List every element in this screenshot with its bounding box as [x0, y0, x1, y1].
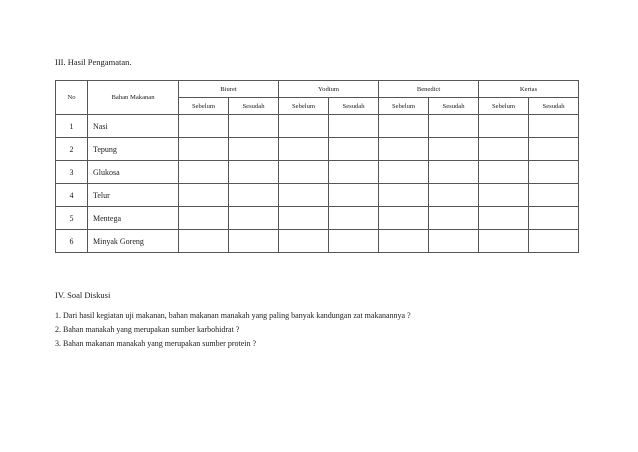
- empty-cell: [379, 138, 429, 161]
- header-after: Sesudah: [429, 98, 479, 115]
- table-row: [56, 161, 579, 184]
- empty-cell: [429, 115, 479, 138]
- empty-cell: [179, 230, 229, 253]
- empty-cell: [479, 138, 529, 161]
- empty-cell: [529, 115, 579, 138]
- header-food: Bahan Makanan: [88, 81, 179, 115]
- question-item: 2. Bahan manakah yang merupakan sumber karbohidrat ?: [55, 325, 240, 334]
- empty-cell: [329, 230, 379, 253]
- row-number: 4: [56, 184, 88, 207]
- food-name: Minyak Goreng: [88, 230, 179, 253]
- empty-cell: [429, 207, 479, 230]
- empty-cell: [179, 161, 229, 184]
- header-test-benedict: Benedict: [379, 81, 479, 98]
- empty-cell: [279, 207, 329, 230]
- question-item: 3. Bahan makanan manakah yang merupakan sumber protein ?: [55, 339, 257, 348]
- food-name: Mentega: [88, 207, 179, 230]
- table-row: [56, 184, 579, 207]
- empty-cell: [329, 184, 379, 207]
- row-number: 6: [56, 230, 88, 253]
- empty-cell: [279, 138, 329, 161]
- question-item: 1. Dari hasil kegiatan uji makanan, bahan makanan manakah yang paling banyak kandungan zat makanannya ?: [55, 311, 411, 320]
- empty-cell: [479, 230, 529, 253]
- empty-cell: [379, 161, 429, 184]
- empty-cell: [479, 184, 529, 207]
- empty-cell: [479, 207, 529, 230]
- table-row: [56, 207, 579, 230]
- table-row: [56, 138, 579, 161]
- empty-cell: [379, 115, 429, 138]
- observation-table: [55, 80, 579, 253]
- empty-cell: [229, 230, 279, 253]
- empty-cell: [329, 138, 379, 161]
- section-title-discussion: IV. Soal Diskusi: [55, 290, 111, 300]
- header-before: Sebelum: [479, 98, 529, 115]
- empty-cell: [529, 230, 579, 253]
- food-name: Telur: [88, 184, 179, 207]
- empty-cell: [279, 115, 329, 138]
- empty-cell: [229, 115, 279, 138]
- food-name: Glukosa: [88, 161, 179, 184]
- empty-cell: [279, 161, 329, 184]
- header-after: Sesudah: [529, 98, 579, 115]
- table-row: [56, 115, 579, 138]
- empty-cell: [179, 138, 229, 161]
- row-number: 2: [56, 138, 88, 161]
- empty-cell: [379, 184, 429, 207]
- empty-cell: [229, 161, 279, 184]
- empty-cell: [479, 161, 529, 184]
- empty-cell: [429, 230, 479, 253]
- header-after: Sesudah: [329, 98, 379, 115]
- empty-cell: [529, 207, 579, 230]
- header-before: Sebelum: [179, 98, 229, 115]
- table-row: [56, 230, 579, 253]
- header-test-kertas: Kertas: [479, 81, 579, 98]
- section-title-observation: III. Hasil Pengamatan.: [55, 57, 132, 67]
- empty-cell: [179, 184, 229, 207]
- row-number: 5: [56, 207, 88, 230]
- header-after: Sesudah: [229, 98, 279, 115]
- empty-cell: [479, 115, 529, 138]
- empty-cell: [329, 161, 379, 184]
- header-no: No: [56, 81, 88, 115]
- empty-cell: [429, 138, 479, 161]
- empty-cell: [529, 138, 579, 161]
- empty-cell: [429, 161, 479, 184]
- header-test-yodium: Yodium: [279, 81, 379, 98]
- empty-cell: [329, 207, 379, 230]
- empty-cell: [229, 207, 279, 230]
- empty-cell: [379, 207, 429, 230]
- empty-cell: [179, 115, 229, 138]
- empty-cell: [279, 184, 329, 207]
- empty-cell: [379, 230, 429, 253]
- row-number: 1: [56, 115, 88, 138]
- empty-cell: [529, 161, 579, 184]
- header-test-biuret: Biuret: [179, 81, 279, 98]
- empty-cell: [229, 184, 279, 207]
- empty-cell: [529, 184, 579, 207]
- row-number: 3: [56, 161, 88, 184]
- food-name: Nasi: [88, 115, 179, 138]
- discussion-questions: [55, 309, 411, 351]
- empty-cell: [179, 207, 229, 230]
- empty-cell: [229, 138, 279, 161]
- header-before: Sebelum: [279, 98, 329, 115]
- empty-cell: [429, 184, 479, 207]
- empty-cell: [329, 115, 379, 138]
- header-before: Sebelum: [379, 98, 429, 115]
- empty-cell: [279, 230, 329, 253]
- food-name: Tepung: [88, 138, 179, 161]
